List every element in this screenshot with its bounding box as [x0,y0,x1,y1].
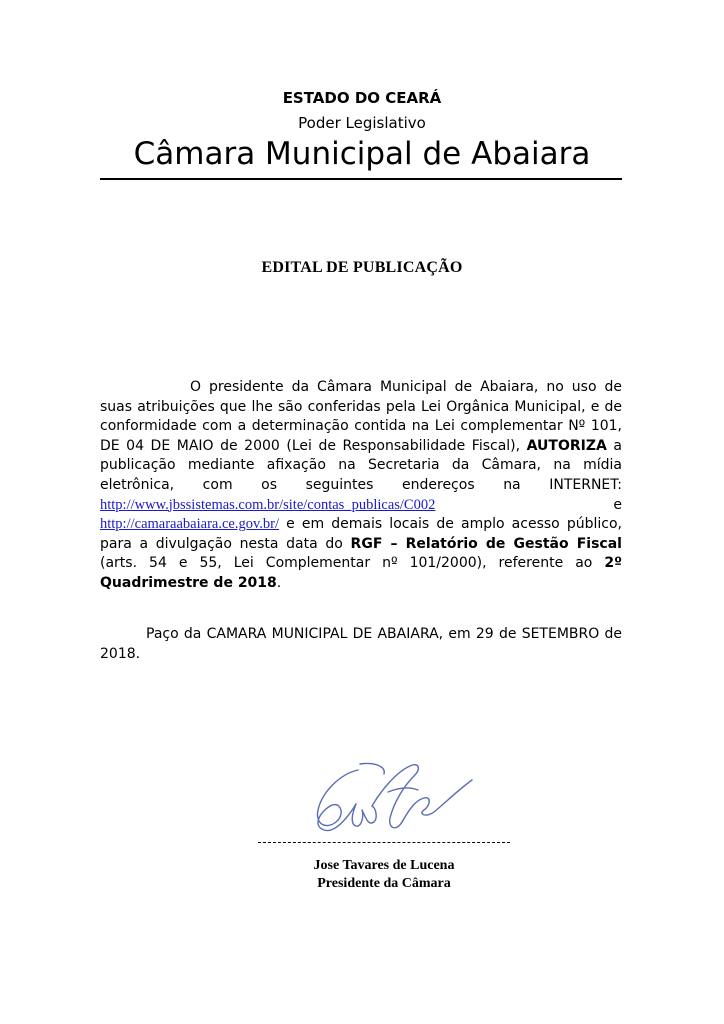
signatory-name: Jose Tavares de Lucena [313,858,455,873]
header-divider [100,178,622,180]
report-period: 2º Quadrimestre de 2018 [100,555,622,591]
closing-paragraph [100,624,622,664]
state-name: ESTADO DO CEARÁ [282,89,442,107]
document-title: EDITAL DE PUBLICAÇÃO [261,259,463,276]
body-conjunction: e [435,496,622,513]
body-text-4: (arts. 54 e 55, Lei Complementar nº 101/2000), referente ao [100,555,605,572]
signature-line [258,842,510,843]
legislative-power: Poder Legislativo [298,114,426,132]
handwritten-signature [300,752,480,842]
signatory-role: Presidente da Câmara [317,876,451,891]
body-text-2: a publicação mediante afixação na Secretaria da Câmara, na mídia eletrônica, com os seguintes endereços na INTERNET: [100,437,622,493]
notice-paragraph [100,378,622,594]
authorizes-text: AUTORIZA [526,437,607,454]
body-text-5: . [276,574,282,591]
closing-text: Paço da CAMARA MUNICIPAL DE ABAIARA, em 29 de SETEMBRO de 2018. [100,626,622,662]
notice-body [100,378,622,594]
link-camara-site[interactable]: http://camaraabaiara.ce.gov.br/ [100,516,280,533]
body-text-1: O presidente da Câmara Municipal de Abaiara, no uso de suas atribuições que lhe são conferidas pela Lei Orgânica Municipal, e de conformidade com a determinação contida na Lei complementar Nº 101, DE 04 DE MAIO de 2000 (Lei de Responsabilidade Fiscal), [100,379,622,454]
body-text-3: e em demais locais de amplo acesso público, para a divulgação nesta data do [100,516,622,552]
report-name: RGF – Relatório de Gestão Fiscal [350,535,622,552]
institution-title: Câmara Municipal de Abaiara [133,136,591,172]
link-jbssistemas[interactable]: http://www.jbssistemas.com.br/site/contas_publicas/C002 [100,496,436,513]
